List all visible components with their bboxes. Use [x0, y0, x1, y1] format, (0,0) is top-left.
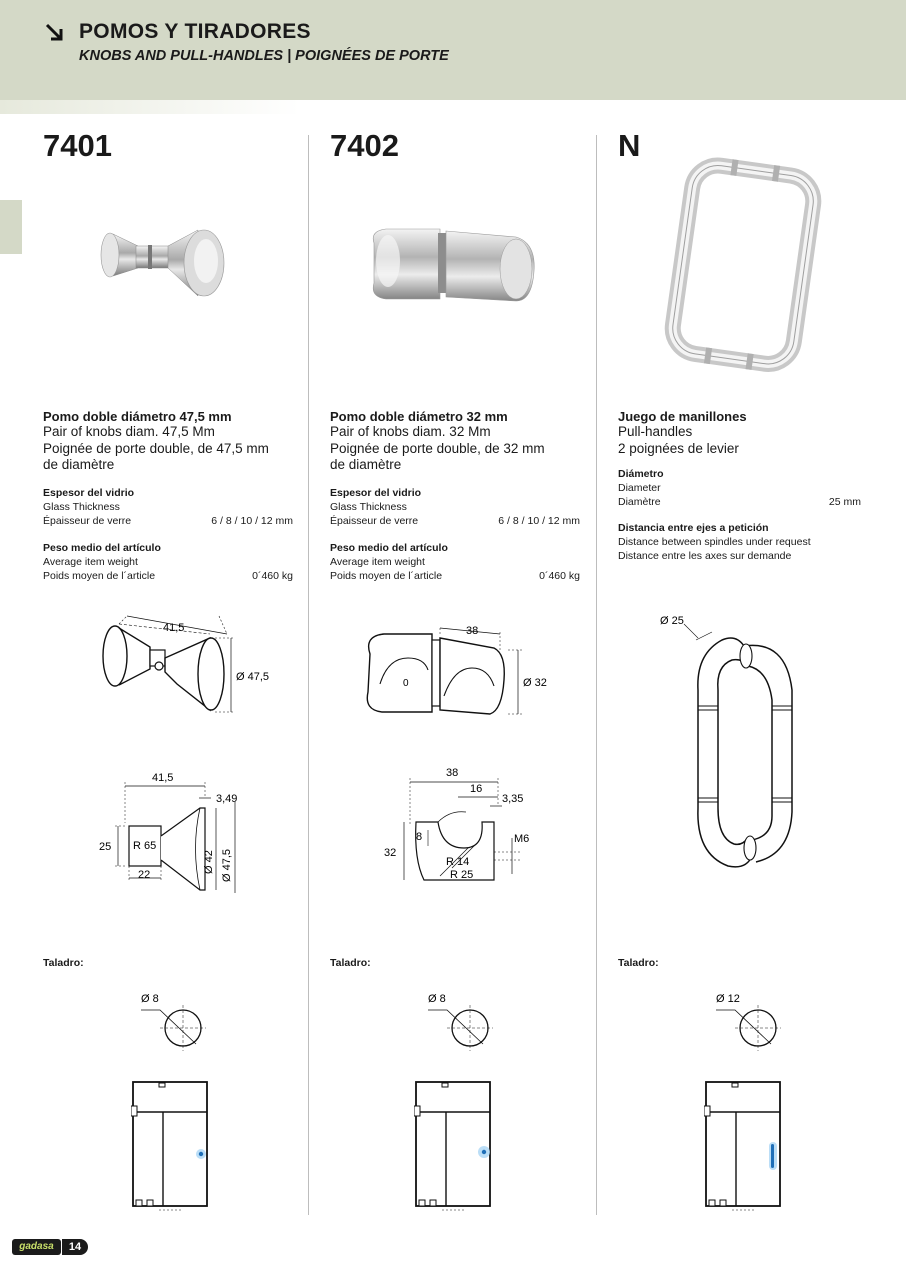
drill-hole-drawing	[138, 988, 218, 1054]
dim-label: 0	[403, 678, 409, 689]
drill-label: Taladro:	[330, 957, 371, 969]
spec-thickness	[43, 486, 293, 528]
dim-label: 3,35	[502, 793, 524, 805]
handle-position-dot	[199, 1152, 203, 1156]
knob-3d-drawing	[358, 624, 558, 724]
product-column-7402	[330, 128, 580, 1005]
spec-label-es: Espesor del vidrio	[330, 486, 422, 499]
dim-label: Ø 32	[523, 677, 547, 689]
product-column-7401	[43, 128, 293, 1005]
product-code: N	[618, 128, 641, 163]
dim-label: 8	[416, 831, 423, 843]
dim-label: 16	[470, 783, 483, 795]
product-photo-knob	[98, 216, 228, 306]
product-photo-pull-handle	[660, 156, 830, 374]
side-tab	[0, 200, 22, 254]
product-description	[43, 409, 293, 583]
dim-label: M6	[514, 833, 530, 845]
dim-label: 22	[138, 869, 151, 881]
spec-label-en: Average item weight	[43, 555, 138, 568]
product-name-fr: Poignée de porte double, de 32 mm	[330, 440, 545, 456]
spec-label-es: Peso medio del artículo	[43, 541, 161, 554]
spec-label-fr: Poids moyen de l´article	[43, 569, 156, 582]
page-number: 14	[62, 1239, 88, 1255]
door-diagram	[131, 1080, 211, 1212]
dim-label: Ø 25	[660, 615, 684, 627]
spec-label-fr: Distance entre les axes sur demande	[618, 550, 792, 562]
drill-diameter: Ø 8	[428, 993, 446, 1005]
drill-hole-drawing	[713, 988, 793, 1054]
drill-label: Taladro:	[43, 957, 84, 969]
spec-diameter	[618, 467, 861, 509]
spec-label-en: Glass Thickness	[330, 500, 407, 513]
spec-label-fr: Épaisseur de verre	[43, 514, 132, 527]
spec-label-es: Distancia entre ejes a petición	[618, 522, 769, 534]
page-title: POMOS Y TIRADORES	[79, 20, 311, 43]
dim-label: R 65	[133, 840, 157, 852]
spec-label-en: Diameter	[618, 482, 661, 494]
product-name-es: Juego de manillones	[618, 409, 747, 424]
product-name-fr-cont: de diamètre	[43, 457, 115, 472]
dim-label: 32	[384, 847, 397, 859]
dim-label: 38	[466, 625, 479, 637]
product-name-en: Pair of knobs diam. 32 Mm	[330, 424, 491, 439]
dim-label: 41,5	[152, 772, 174, 784]
spec-label-es: Diámetro	[618, 468, 664, 480]
spec-value: 0´460 kg	[252, 569, 293, 582]
product-column-n	[618, 128, 878, 1005]
handle-position-bar	[771, 1144, 774, 1168]
drill-diameter: Ø 12	[716, 993, 740, 1005]
spec-value: 25 mm	[828, 496, 861, 508]
spec-label-fr: Épaisseur de verre	[330, 514, 419, 527]
product-description	[330, 409, 580, 583]
spec-distance	[618, 521, 861, 563]
spec-weight	[330, 541, 580, 583]
drill-diameter: Ø 8	[141, 993, 159, 1005]
knob-2d-drawing	[95, 768, 295, 893]
door-diagram	[414, 1080, 494, 1212]
product-description	[618, 409, 861, 563]
dim-label: 41,5	[163, 622, 185, 634]
column-divider	[308, 135, 309, 1215]
product-code: 7401	[43, 128, 112, 163]
spec-label-en: Glass Thickness	[43, 500, 120, 513]
brand-logo: gadasa	[12, 1239, 61, 1255]
dim-label: Ø 47,5	[221, 848, 233, 882]
spec-value: 6 / 8 / 10 / 12 mm	[211, 514, 293, 527]
dim-label: 25	[99, 841, 112, 853]
spec-label-fr: Poids moyen de l´article	[330, 569, 443, 582]
spec-label-es: Espesor del vidrio	[43, 486, 135, 499]
product-name-es: Pomo doble diámetro 32 mm	[330, 409, 508, 424]
spec-label-es: Peso medio del artículo	[330, 541, 448, 554]
knob-2d-drawing	[380, 764, 550, 882]
product-name-en: Pair of knobs diam. 47,5 Mm	[43, 424, 215, 439]
spec-label-fr: Diamètre	[618, 496, 661, 508]
spec-weight	[43, 541, 293, 583]
dim-label: R 25	[450, 869, 474, 881]
dim-label: R 14	[446, 856, 470, 868]
header-fade	[0, 100, 300, 114]
spec-value: 6 / 8 / 10 / 12 mm	[498, 514, 580, 527]
product-name-fr-cont: de diamètre	[330, 457, 402, 472]
dim-label: 3,49	[216, 793, 238, 805]
knob-3d-drawing	[95, 614, 285, 724]
product-name-en: Pull-handles	[618, 424, 693, 439]
spec-thickness	[330, 486, 580, 528]
product-name-es: Pomo doble diámetro 47,5 mm	[43, 409, 232, 424]
product-code: 7402	[330, 128, 399, 163]
dim-label: 38	[446, 767, 459, 779]
handle-position-dot	[482, 1150, 486, 1154]
door-diagram	[704, 1080, 784, 1212]
drill-label: Taladro:	[618, 957, 659, 969]
product-name-fr: 2 poignées de levier	[618, 440, 739, 456]
column-divider	[596, 135, 597, 1215]
dim-label: Ø 47,5	[236, 671, 270, 683]
product-name-fr: Poignée de porte double, de 47,5 mm	[43, 440, 269, 456]
pull-handle-3d-drawing	[656, 610, 806, 872]
spec-label-en: Distance between spindles under request	[618, 536, 811, 548]
page-subtitle: KNOBS AND PULL-HANDLES | POIGNÉES DE PORTE	[79, 48, 449, 64]
product-photo-knob	[366, 223, 542, 305]
dim-label: Ø 42	[203, 850, 215, 874]
arrow-down-right-icon	[44, 22, 66, 44]
drill-hole-drawing	[425, 988, 505, 1054]
spec-value: 0´460 kg	[539, 569, 580, 582]
spec-label-en: Average item weight	[330, 555, 425, 568]
